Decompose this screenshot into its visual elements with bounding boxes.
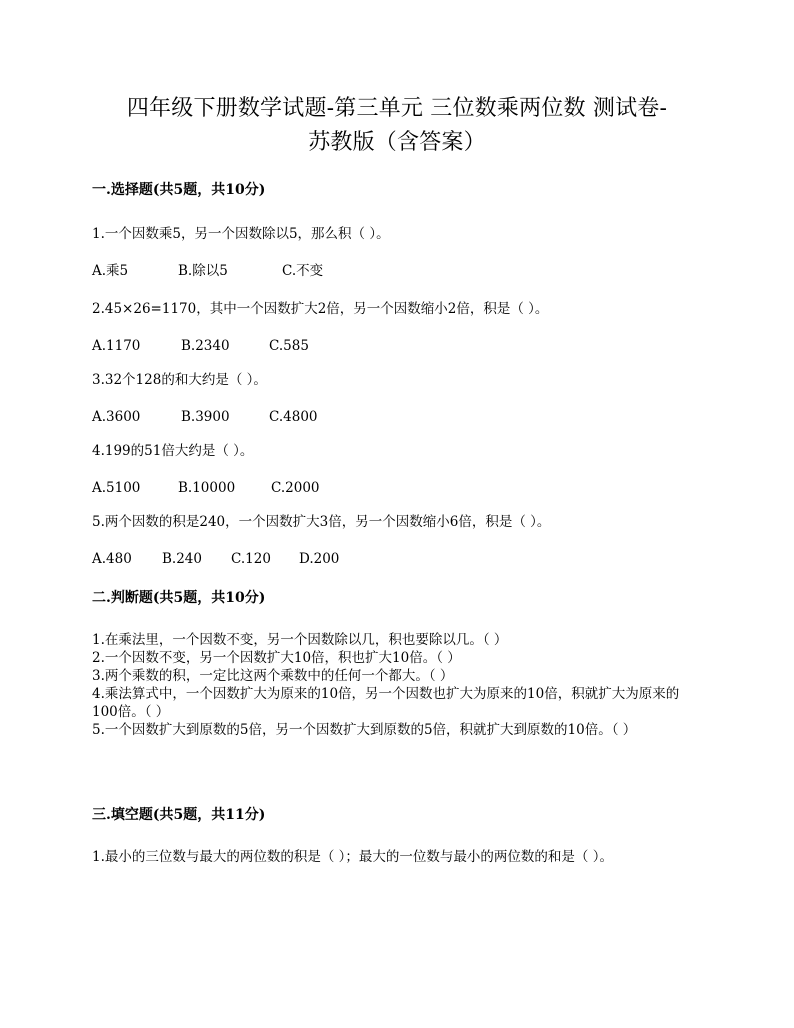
page-title [80, 92, 714, 160]
option: C.不变 [282, 263, 324, 279]
option: A.3600 [92, 409, 141, 425]
true-false-list [92, 631, 704, 739]
question-text: 3.32个128的和大约是（ ）。 [92, 372, 267, 388]
list-item: 4.乘法算式中，一个因数扩大为原来的10倍，另一个因数也扩大为原来的10倍，积就扩大为原来的100倍。（ ） [92, 686, 680, 720]
title-line-2: 苏教版（含答案） [308, 130, 486, 155]
list-item: 2.一个因数不变，另一个因数扩大10倍，积也扩大10倍。（ ） [92, 650, 461, 666]
option: B.3900 [181, 409, 230, 425]
section-heading-fill-blank: 三.填空题(共5题，共11分) [92, 807, 266, 823]
option: C.2000 [271, 480, 320, 496]
question-text: 2.45×26=1170，其中一个因数扩大2倍，另一个因数缩小2倍，积是（ ）。 [92, 301, 549, 317]
option: B.除以5 [178, 263, 228, 279]
fill-blank-question: 1.最小的三位数与最大的两位数的积是（ ）；最大的一位数与最小的两位数的和是（ ）。 [92, 849, 613, 865]
question-options [92, 336, 309, 356]
question-text: 1.一个因数乘5，另一个因数除以5，那么积（ ）。 [92, 226, 390, 242]
option: D.200 [299, 551, 340, 567]
option: B.240 [162, 551, 202, 567]
option: C.120 [231, 551, 271, 567]
option: B.2340 [181, 338, 230, 354]
section-heading-choice: 一.选择题(共5题，共10分) [92, 182, 266, 198]
list-item: 5.一个因数扩大到原数的5倍，另一个因数扩大到原数的5倍，积就扩大到原数的10倍。（ ） [92, 722, 637, 738]
option: C.4800 [269, 409, 318, 425]
list-item: 3.两个乘数的积，一定比这两个乘数中的任何一个都大。（ ） [92, 668, 454, 684]
question-options [92, 549, 339, 569]
question-text: 5.两个因数的积是240，一个因数扩大3倍，另一个因数缩小6倍，积是（ ）。 [92, 514, 551, 530]
option: A.480 [92, 551, 132, 567]
question-text: 4.199的51倍大约是（ ）。 [92, 443, 254, 459]
option: B.10000 [178, 480, 236, 496]
section-heading-true-false: 二.判断题(共5题，共10分) [92, 590, 266, 606]
question-options [92, 478, 320, 498]
list-item: 1.在乘法里，一个因数不变，另一个因数除以几，积也要除以几。（ ） [92, 632, 508, 648]
option: A.1170 [92, 338, 141, 354]
title-line-1: 四年级下册数学试题-第三单元 三位数乘两位数 测试卷- [126, 96, 668, 121]
option: A.乘5 [92, 263, 129, 279]
option: C.585 [269, 338, 309, 354]
option: A.5100 [92, 480, 141, 496]
question-options [92, 407, 318, 427]
question-options [92, 261, 323, 281]
